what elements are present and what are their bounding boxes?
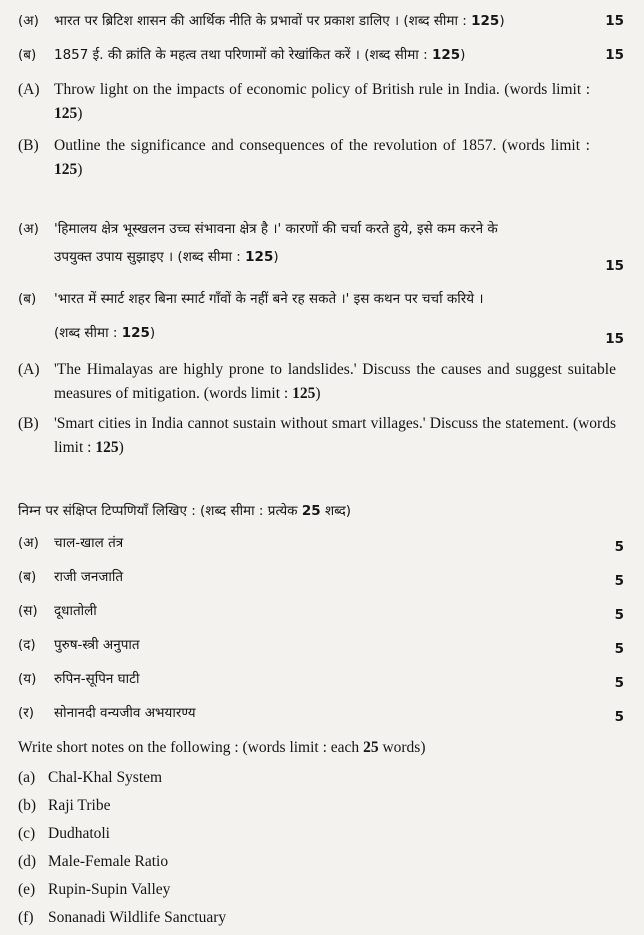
q2-hindi-b-label: (ब) (18, 291, 37, 307)
q1-english-a-label: (A) (18, 81, 40, 98)
q2-english-b-text: 'Smart cities in India cannot sustain without smart villages.' Discuss the statement. (words limit : (54, 415, 616, 456)
q2-english-b-label: (B) (18, 415, 39, 432)
q1-hindi-b-marks: 15 (605, 47, 624, 63)
q2-hindi-a-marks: 15 (605, 258, 624, 274)
q1-hindi-a-text: भारत पर ब्रिटिश शासन की आर्थिक नीति के प्रभावों पर प्रकाश डालिए । (शब्द सीमा : (54, 13, 472, 29)
q2-hindi-a-label: (अ) (18, 221, 39, 237)
q1-english-b-text: Outline the significance and consequences of the revolution of 1857. (words limit : (54, 137, 590, 154)
q2-english-b: (B) 'Smart cities in India cannot sustain without smart villages.' Discuss the statement. (words limit : 125) (18, 412, 624, 462)
q2-hindi-b-marks: 15 (605, 331, 624, 347)
q1-english-b-label: (B) (18, 137, 39, 154)
q2-hindi-b-line1: 'भारत में स्मार्ट शहर बिना स्मार्ट गाँवों के नहीं बने रह सकते ।' इस कथन पर चर्चा करिये । (54, 291, 484, 307)
q3-english-heading-limit: 25 (363, 739, 379, 756)
q1-hindi-a-limit: 125 (471, 13, 500, 29)
exam-page: (अ) भारत पर ब्रिटिश शासन की आर्थिक नीति के प्रभावों पर प्रकाश डालिए । (शब्द सीमा : 125) 15 (ब) 1857 ई. की क्रांति के महत्व तथा परिणामों को रेखांकित करें । (शब्द सीमा : 125) 15 (A) Throw light on the impacts of economic policy of British rule in India. (words limit : 125) (B) Outline the significance and consequences of the revolution of 1857. (words limit : 125) (अ) 'हिमालय क्षेत्र भूस्खलन उच्च संभावना क्षेत्र है ।' कारणों की चर्चा करते हुये, इसे कम करने के उपयुक्त उपाय सुझाइए । (शब्द सीमा : 125) 15 (ब) 'भारत में स्मार्ट शहर बिना स्मार्ट गाँवों के नहीं बने रह सकते ।' इस कथन पर चर्चा करिये । (शब्द सीमा : 125) 15 (A) 'The Himalayas are highly prone to landslides.' Discuss the causes and suggest suitable measures of mitigation. (words limit : 125) (B) 'Smart cities in India cannot sustain without smart villages.' Discuss the statement. (words limit : 125) निम्न पर संक्षिप्त टिप्पणियाँ लिखिए : (शब्द सीमा : प्रत्येक 25 शब्द) (अ) चाल-खाल तंत्र 5 (ब) राजी जनजाति 5 (स) दूधातोली 5 (द) पुरुष-स्त्री अनुपात 5 (य) रुपिन-सूपिन घाटी 5 (र) सोनानदी वन्यजीव अभयारण्य 5 Write short notes on the following : (words limit : each 25 words) (a) Chal-Khal System (b) Raji Tribe (c) Dudhatoli (d) Male-Female Ratio (e) Rupin-Supin Valley (f) Sonanadi Wildlife Sanctuary (0, 0, 644, 935)
q1-hindi-b-limit: 125 (431, 47, 461, 63)
q3-hindi-heading: निम्न पर संक्षिप्त टिप्पणियाँ लिखिए : (शब्द सीमा : प्रत्येक 25 शब्द) (18, 503, 352, 519)
q2-english-a: (A) 'The Himalayas are highly prone to landslides.' Discuss the causes and suggest suitable measures of mitigation. (words limit : 125) (18, 358, 624, 408)
q3-english-heading: Write short notes on the following : (words limit : each 25 words) (18, 739, 426, 756)
q2-english-b-limit: 125 (95, 439, 119, 456)
q1-english-a: (A) Throw light on the impacts of economic policy of British rule in India. (words limit : 125) (18, 78, 624, 128)
q2-english-a-limit: 125 (292, 385, 316, 402)
q1-hindi-b-label: (ब) (18, 47, 37, 63)
q1-hindi-a-marks: 15 (605, 13, 624, 29)
q1-hindi-a-label: (अ) (18, 13, 39, 29)
q2-hindi-a-limit: 125 (245, 249, 274, 265)
q2-hindi-b: (ब) 'भारत में स्मार्ट शहर बिना स्मार्ट गाँवों के नहीं बने रह सकते ।' इस कथन पर चर्चा करिये । (शब्द सीमा : 125) 15 (18, 288, 624, 344)
q2-hindi-b-line2: (शब्द सीमा : (54, 325, 122, 341)
q2-english-a-text: 'The Himalayas are highly prone to landslides.' Discuss the causes and suggest suitable measures of mitigation. (words limit : (54, 361, 616, 402)
q2-english-a-label: (A) (18, 361, 40, 378)
q1-english-a-text: Throw light on the impacts of economic policy of British rule in India. (words limit : (54, 81, 590, 98)
q1-english-b: (B) Outline the significance and consequences of the revolution of 1857. (words limit : 125) (18, 134, 624, 184)
q2-hindi-a-line2: उपयुक्त उपाय सुझाइए । (शब्द सीमा : (54, 249, 246, 265)
q2-hindi-b-limit: 125 (121, 325, 150, 341)
q3-hindi-heading-limit: 25 (301, 503, 321, 519)
q1-hindi-b-text: 1857 ई. की क्रांति के महत्व तथा परिणामों को रेखांकित करें । (शब्द सीमा : (54, 47, 432, 63)
q1-english-b-limit: 125 (54, 161, 78, 178)
q2-hindi-a: (अ) 'हिमालय क्षेत्र भूस्खलन उच्च संभावना क्षेत्र है ।' कारणों की चर्चा करते हुये, इसे कम करने के उपयुक्त उपाय सुझाइए । (शब्द सीमा : 125) 15 (18, 218, 624, 268)
q1-english-a-limit: 125 (54, 105, 78, 122)
q2-hindi-a-line1: 'हिमालय क्षेत्र भूस्खलन उच्च संभावना क्षेत्र है ।' कारणों की चर्चा करते हुये, इसे कम करने के (54, 221, 498, 237)
